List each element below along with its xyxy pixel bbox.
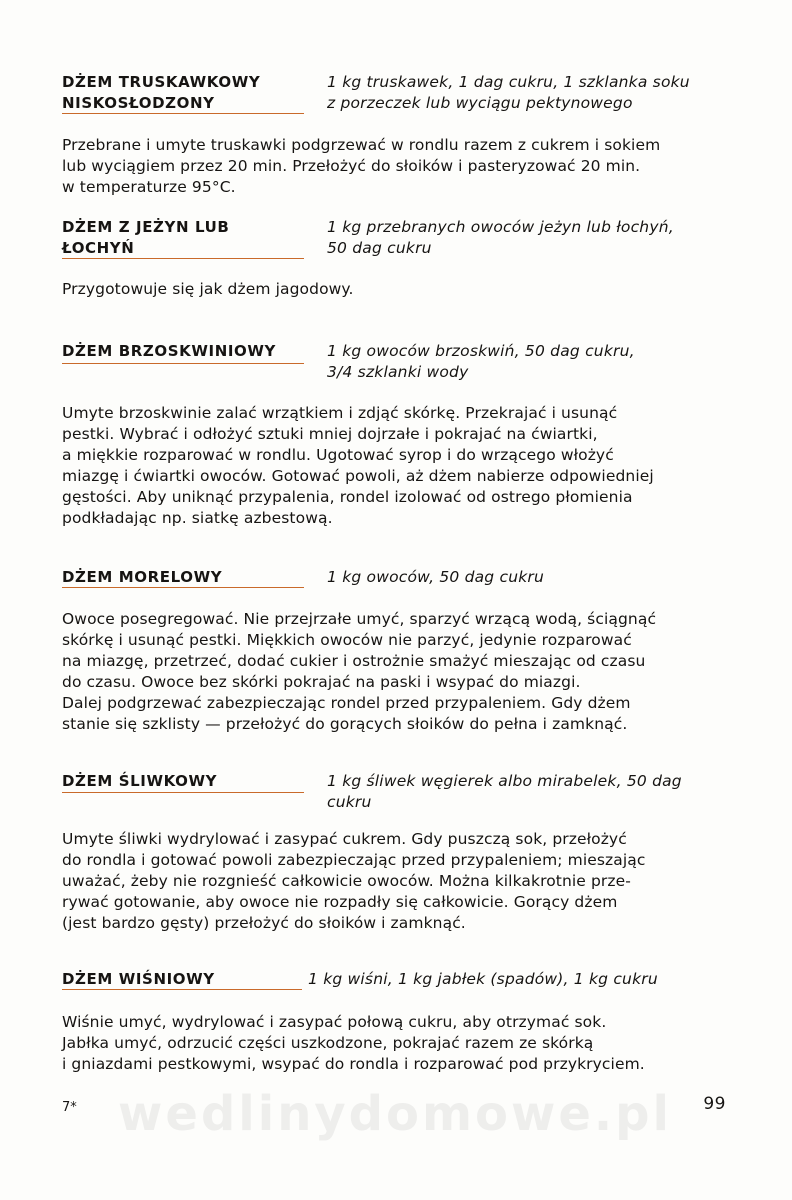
title-underline [62, 363, 304, 364]
recipe-title: DŻEM Z JEŻYN LUB ŁOCHYŃ [62, 218, 230, 257]
title-underline [62, 113, 304, 114]
signature-mark: 7* [62, 1100, 77, 1115]
recipe-instructions: Umyte brzoskwinie zalać wrzątkiem i zdjąć skórkę. Przekrajać i usunąć pestki. Wybrać i odłożyć sztuki mniej dojrzałe i pokrajać na ćwiartki, a miękkie rozparować w rondlu. Ugotować syrop i do wrzącego włożyć miazgę i ćwiartki owoców. Gotować powoli, aż dżem nabierze odpowiedniej gęstości. Aby uniknąć przypalenia, rondel izolować od ostrego płomienia podkładając np. siatkę azbestową. [62, 404, 654, 527]
recipe-instructions: Owoce posegregować. Nie przejrzałe umyć, sparzyć wrzącą wodą, ściągnąć skórkę i usunąć pestki. Miękkich owoców nie parzyć, jedynie rozparować na miazgę, przetrzeć, dodać cukier i ostrożnie smażyć mieszając od czasu do czasu. Owoce bez skórki pokrajać na paski i wsypać do miazgi. Dalej podgrzewać zabezpieczając rondel przed przypaleniem. Gdy dżem stanie się szklisty — przełożyć do gorących słoików do pełna i zamknąć. [62, 610, 657, 733]
recipe-ingredients: 1 kg owoców, 50 dag cukru [327, 568, 544, 586]
recipe-instructions: Wiśnie umyć, wydrylować i zasypać połową cukru, aby otrzymać sok. Jabłka umyć, odrzucić części uszkodzone, pokrajać razem ze skórką i gniazdami pestkowymi, wsypać do rondla i rozparować pod przykryciem. [62, 1013, 645, 1073]
recipe-instructions: Przebrane i umyte truskawki podgrzewać w rondlu razem z cukrem i sokiem lub wyciągiem przez 20 min. Przełożyć do słoików i pasteryzować 20 min. w temperaturze 95°C. [62, 136, 661, 196]
recipe-ingredients: 1 kg śliwek węgierek albo mirabelek, 50 dag cukru [327, 772, 682, 811]
recipe-instructions: Przygotowuje się jak dżem jagodowy. [62, 280, 354, 298]
title-underline [62, 258, 304, 259]
recipe-title: DŻEM TRUSKAWKOWY NISKOSŁODZONY [62, 73, 261, 112]
recipe-title: DŻEM ŚLIWKOWY [62, 772, 218, 790]
watermark: wedlinydomowe.pl [118, 1086, 672, 1142]
page-number: 99 [703, 1094, 726, 1114]
recipe-ingredients: 1 kg owoców brzoskwiń, 50 dag cukru, 3/4 szklanki wody [327, 342, 635, 381]
recipe-ingredients: 1 kg przebranych owoców jeżyn lub łochyń, 50 dag cukru [327, 218, 674, 257]
title-underline [62, 587, 304, 588]
recipe-title: DŻEM WIŚNIOWY [62, 970, 215, 988]
recipe-ingredients: 1 kg truskawek, 1 dag cukru, 1 szklanka soku z porzeczek lub wyciągu pektynowego [327, 73, 690, 112]
title-underline [62, 792, 304, 793]
recipe-ingredients: 1 kg wiśni, 1 kg jabłek (spadów), 1 kg cukru [308, 970, 658, 988]
recipe-title: DŻEM MORELOWY [62, 568, 223, 586]
title-underline [62, 989, 302, 990]
recipe-instructions: Umyte śliwki wydrylować i zasypać cukrem. Gdy puszczą sok, przełożyć do rondla i gotować powoli zabezpieczając przed przypaleniem; mieszając uważać, żeby nie rozgnieść całkowicie owoców. Można kilkakrotnie prze- rywać gotowanie, aby owoce nie rozpadły się całkowicie. Gorący dżem (jest bardzo gęsty) przełożyć do słoików i zamknąć. [62, 830, 646, 932]
recipe-title: DŻEM BRZOSKWINIOWY [62, 342, 276, 360]
